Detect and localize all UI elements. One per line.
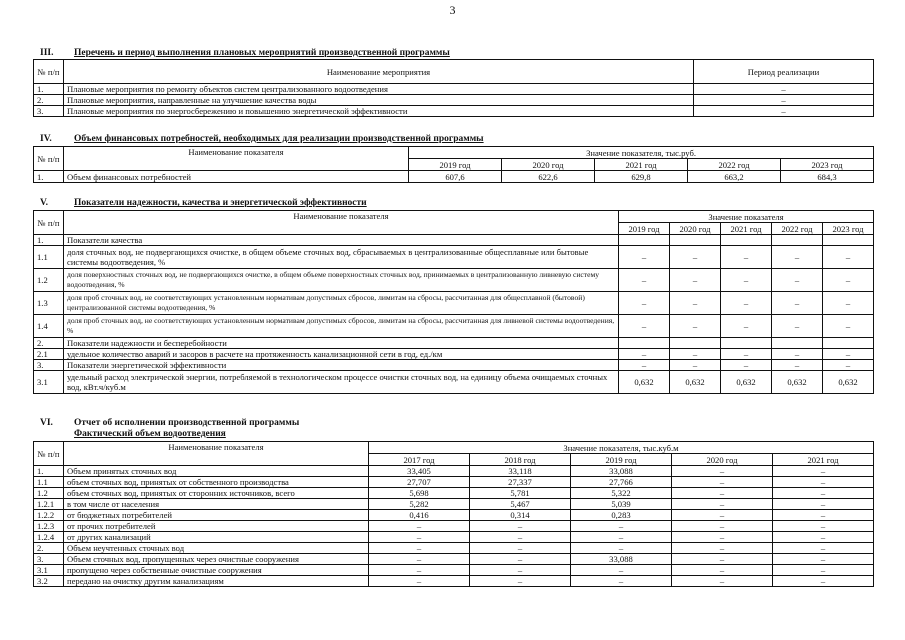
value-cell: 33,118 (470, 466, 571, 477)
row-number: 3. (34, 554, 64, 565)
row-number: 2.1 (34, 349, 64, 360)
value-cell: – (470, 565, 571, 576)
table-row (34, 349, 874, 360)
row-number: 1.2.4 (34, 532, 64, 543)
indicator-name: от прочих потребителей (64, 521, 369, 532)
year-header: 2021 год (721, 223, 772, 235)
year-header: 2017 год (369, 454, 470, 466)
indicator-name: доля поверхностных сточных вод, не подвергающихся очистке, в общем объеме поверхностных сточных вод, принимаемых в централизованную ливневую систему водоотведения, % (64, 269, 619, 292)
indicator-name: от других канализаций (64, 532, 369, 543)
period-value: – (694, 106, 874, 117)
row-number: 1. (34, 171, 64, 183)
col-header-values: Значение показателя, тыс.руб. (409, 147, 874, 159)
value-cell: – (470, 576, 571, 587)
value-cell: – (672, 554, 773, 565)
value-cell: – (772, 315, 823, 338)
col-header-no: № п/п (34, 211, 64, 235)
table-row (34, 532, 874, 543)
value-cell: – (721, 360, 772, 371)
value-cell: – (619, 269, 670, 292)
col-header-indicator-name: Наименование показателя (64, 147, 409, 171)
value-cell: – (619, 360, 670, 371)
value-cell: 5,039 (571, 499, 672, 510)
table-row (34, 171, 874, 183)
value-cell: 5,467 (470, 499, 571, 510)
value-cell: 0,632 (823, 371, 874, 394)
table-row (34, 521, 874, 532)
value-cell: – (773, 532, 874, 543)
row-number: 1.3 (34, 292, 64, 315)
col-header-measure-name: Наименование мероприятия (64, 60, 694, 84)
year-header: 2019 год (619, 223, 670, 235)
value-cell: – (672, 510, 773, 521)
indicator-name: удельное количество аварий и засоров в расчете на протяженность канализационной сети в год, ед./км (64, 349, 619, 360)
value-cell: 5,781 (470, 488, 571, 499)
value-cell: – (571, 521, 672, 532)
value-cell: 663,2 (688, 171, 781, 183)
indicator-name: Объем финансовых потребностей (64, 171, 409, 183)
row-number: 3. (34, 360, 64, 371)
indicator-name: объем сточных вод, принятых от сторонних источников, всего (64, 488, 369, 499)
value-cell: – (470, 532, 571, 543)
value-cell: – (470, 543, 571, 554)
year-header: 2020 год (670, 223, 721, 235)
page-number: 3 (449, 3, 456, 17)
value-cell: 27,766 (571, 477, 672, 488)
row-number: 3.1 (34, 565, 64, 576)
year-header: 2020 год (502, 159, 595, 171)
value-cell: 5,698 (369, 488, 470, 499)
row-number: 3.1 (34, 371, 64, 394)
indicator-name: Показатели надежности и бесперебойности (64, 338, 619, 349)
section-6-subheading: Фактический объем водоотведения (74, 429, 226, 439)
indicator-name: Объем принятых сточных вод (64, 466, 369, 477)
table-row (34, 338, 874, 349)
value-cell: – (670, 246, 721, 269)
value-cell: – (721, 246, 772, 269)
value-cell: – (773, 466, 874, 477)
row-number: 1. (34, 235, 64, 246)
value-cell: 0,632 (721, 371, 772, 394)
reliability-indicators-table (33, 210, 874, 394)
value-cell: – (369, 532, 470, 543)
value-cell: 5,282 (369, 499, 470, 510)
value-cell: – (619, 349, 670, 360)
table-row (34, 488, 874, 499)
value-cell (823, 338, 874, 349)
value-cell: 0,632 (772, 371, 823, 394)
value-cell: – (672, 466, 773, 477)
value-cell: 607,6 (409, 171, 502, 183)
value-cell: – (772, 349, 823, 360)
value-cell: – (369, 565, 470, 576)
value-cell: 27,337 (470, 477, 571, 488)
value-cell: – (672, 477, 773, 488)
plan-measures-table (33, 59, 874, 117)
value-cell: 0,283 (571, 510, 672, 521)
value-cell: – (369, 554, 470, 565)
value-cell: – (721, 349, 772, 360)
measure-name: Плановые мероприятия, направленные на улучшение качества воды (64, 95, 694, 106)
col-header-period: Период реализации (694, 60, 874, 84)
value-cell: – (672, 532, 773, 543)
value-cell: – (823, 360, 874, 371)
section-5-title (40, 198, 367, 208)
value-cell: 684,3 (781, 171, 874, 183)
value-cell (619, 338, 670, 349)
value-cell: – (823, 292, 874, 315)
period-value: – (694, 84, 874, 95)
value-cell: – (823, 349, 874, 360)
section-6-subtitle (74, 429, 226, 439)
table-row (34, 269, 874, 292)
indicator-name: объем сточных вод, принятых от собственного производства (64, 477, 369, 488)
value-cell: – (773, 477, 874, 488)
year-header: 2019 год (571, 454, 672, 466)
year-header: 2019 год (409, 159, 502, 171)
row-number: 1.1 (34, 246, 64, 269)
row-number: 1.4 (34, 315, 64, 338)
value-cell: – (773, 499, 874, 510)
section-3-heading: Перечень и период выполнения плановых мероприятий производственной программы (74, 48, 450, 58)
value-cell: – (571, 532, 672, 543)
value-cell (823, 235, 874, 246)
value-cell: 629,8 (595, 171, 688, 183)
table-row (34, 543, 874, 554)
value-cell: – (369, 521, 470, 532)
value-cell: 622,6 (502, 171, 595, 183)
table-row (34, 477, 874, 488)
table-row (34, 371, 874, 394)
table-row (34, 315, 874, 338)
section-5-number: V. (40, 198, 49, 208)
value-cell: – (773, 510, 874, 521)
row-number: 3.2 (34, 576, 64, 587)
value-cell: – (823, 269, 874, 292)
value-cell: – (571, 543, 672, 554)
value-cell: – (470, 554, 571, 565)
value-cell: – (772, 360, 823, 371)
value-cell: – (619, 292, 670, 315)
indicator-name: Объем сточных вод, пропущенных через очистные сооружения (64, 554, 369, 565)
row-number: 1.2 (34, 269, 64, 292)
value-cell (772, 338, 823, 349)
value-cell: 33,405 (369, 466, 470, 477)
value-cell: – (721, 292, 772, 315)
year-header: 2023 год (823, 223, 874, 235)
table-row (34, 106, 874, 117)
value-cell: – (619, 246, 670, 269)
col-header-indicator-name: Наименование показателя (64, 442, 369, 466)
value-cell: – (672, 543, 773, 554)
value-cell: – (773, 488, 874, 499)
row-number: 1.2.1 (34, 499, 64, 510)
financial-needs-table (33, 146, 874, 183)
value-cell: – (773, 543, 874, 554)
value-cell: 5,322 (571, 488, 672, 499)
value-cell (721, 235, 772, 246)
value-cell (772, 235, 823, 246)
value-cell: – (721, 269, 772, 292)
section-3-number: III. (40, 48, 54, 58)
col-header-no: № п/п (34, 442, 64, 466)
period-value: – (694, 95, 874, 106)
year-header: 2022 год (688, 159, 781, 171)
section-6-number: VI. (40, 418, 53, 428)
row-number: 1.1 (34, 477, 64, 488)
year-header: 2021 год (773, 454, 874, 466)
value-cell (670, 235, 721, 246)
value-cell: – (773, 554, 874, 565)
value-cell: – (823, 315, 874, 338)
value-cell: – (672, 521, 773, 532)
table-row (34, 235, 874, 246)
row-number: 3. (34, 106, 64, 117)
indicator-name: от бюджетных потребителей (64, 510, 369, 521)
value-cell: 33,088 (571, 554, 672, 565)
value-cell: – (670, 292, 721, 315)
value-cell: 0,416 (369, 510, 470, 521)
value-cell: 0,314 (470, 510, 571, 521)
wastewater-volume-table (33, 441, 874, 587)
indicator-name: в том числе от населения (64, 499, 369, 510)
value-cell (721, 338, 772, 349)
row-number: 1.2 (34, 488, 64, 499)
row-number: 1.2.2 (34, 510, 64, 521)
indicator-name: доля проб сточных вод, не соответствующих установленным нормативам допустимых сбросов, лимитам на сбросы, рассчитанная для общесплавной (бытовой) централизованной системы водоотведения, % (64, 292, 619, 315)
indicator-name: удельный расход электрической энергии, потребляемой в технологическом процессе очистки сточных вод, на единицу объема очищаемых сточных вод, кВт.ч/куб.м (64, 371, 619, 394)
section-6-title (40, 418, 299, 428)
value-cell: 27,707 (369, 477, 470, 488)
value-cell: – (773, 565, 874, 576)
col-header-indicator-name: Наименование показателя (64, 211, 619, 235)
indicator-name: Показатели качества (64, 235, 619, 246)
measure-name: Плановые мероприятия по ремонту объектов систем централизованного водоотведения (64, 84, 694, 95)
value-cell: – (670, 269, 721, 292)
value-cell: – (772, 292, 823, 315)
value-cell: – (823, 246, 874, 269)
indicator-name: доля проб сточных вод, не соответствующих установленным нормативам допустимых сбросов, лимитам на сбросы, рассчитанная для ливневой системы водоотведения, % (64, 315, 619, 338)
value-cell: – (773, 521, 874, 532)
value-cell: – (369, 576, 470, 587)
indicator-name: Показатели энергетической эффективности (64, 360, 619, 371)
indicator-name: Объем неучтенных сточных вод (64, 543, 369, 554)
year-header: 2018 год (470, 454, 571, 466)
table-row (34, 95, 874, 106)
value-cell: – (772, 269, 823, 292)
value-cell: – (369, 543, 470, 554)
row-number: 1.2.3 (34, 521, 64, 532)
value-cell: – (571, 565, 672, 576)
value-cell (619, 235, 670, 246)
row-number: 1. (34, 466, 64, 477)
value-cell: – (772, 246, 823, 269)
table-row (34, 576, 874, 587)
col-header-no: № п/п (34, 60, 64, 84)
table-row (34, 360, 874, 371)
table-row (34, 554, 874, 565)
value-cell: – (773, 576, 874, 587)
col-header-values: Значение показателя, тыс.куб.м (369, 442, 874, 454)
value-cell: – (619, 315, 670, 338)
table-row (34, 565, 874, 576)
value-cell: 0,632 (670, 371, 721, 394)
section-4-title (40, 134, 484, 144)
section-4-heading: Объем финансовых потребностей, необходимых для реализации производственной программы (74, 134, 484, 144)
year-header: 2020 год (672, 454, 773, 466)
table-row (34, 510, 874, 521)
year-header: 2021 год (595, 159, 688, 171)
table-row (34, 499, 874, 510)
section-6-heading: Отчет об исполнении производственной программы (74, 418, 300, 428)
value-cell: – (672, 499, 773, 510)
value-cell: – (672, 565, 773, 576)
measure-name: Плановые мероприятия по энергосбережению и повышению энергетической эффективности (64, 106, 694, 117)
value-cell: 0,632 (619, 371, 670, 394)
table-row (34, 246, 874, 269)
row-number: 2. (34, 95, 64, 106)
col-header-values: Значение показателя (619, 211, 874, 223)
row-number: 2. (34, 338, 64, 349)
col-header-no: № п/п (34, 147, 64, 171)
value-cell: – (470, 521, 571, 532)
table-row (34, 84, 874, 95)
section-5-heading: Показатели надежности, качества и энергетической эффективности (74, 198, 367, 208)
value-cell: – (670, 349, 721, 360)
value-cell: – (670, 360, 721, 371)
value-cell: 33,088 (571, 466, 672, 477)
value-cell: – (672, 576, 773, 587)
table-row (34, 292, 874, 315)
section-4-number: IV. (40, 134, 52, 144)
row-number: 2. (34, 543, 64, 554)
table-row (34, 466, 874, 477)
year-header: 2022 год (772, 223, 823, 235)
indicator-name: передано на очистку другим канализациям (64, 576, 369, 587)
value-cell: – (672, 488, 773, 499)
value-cell (670, 338, 721, 349)
row-number: 1. (34, 84, 64, 95)
indicator-name: доля сточных вод, не подвергающихся очистке, в общем объеме сточных вод, сбрасываемых в централизованные общесплавные или бытовые системы водоотведения, % (64, 246, 619, 269)
value-cell: – (571, 576, 672, 587)
value-cell: – (670, 315, 721, 338)
value-cell: – (721, 315, 772, 338)
indicator-name: пропущено через собственные очистные сооружения (64, 565, 369, 576)
section-3-title (40, 48, 450, 58)
year-header: 2023 год (781, 159, 874, 171)
